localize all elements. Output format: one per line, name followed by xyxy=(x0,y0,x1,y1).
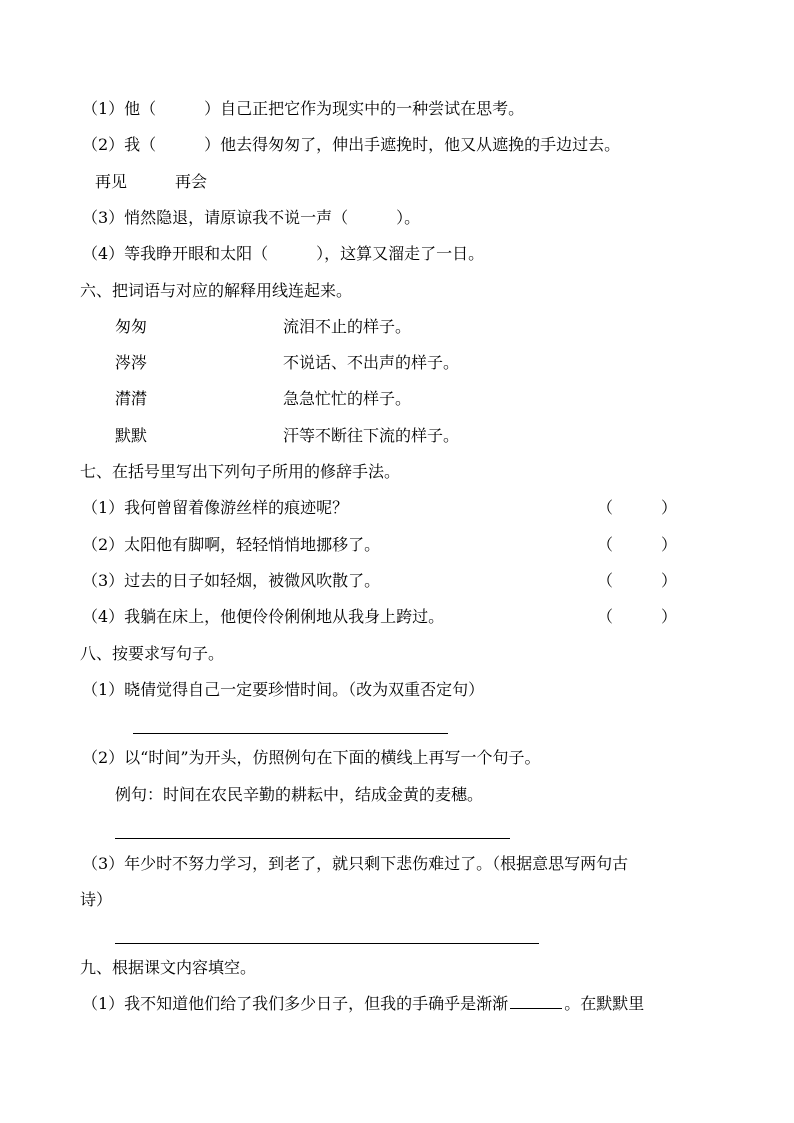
answer-paren-4: （ ） xyxy=(597,607,678,626)
q7-4: （4）我躺在床上，他便伶伶俐俐地从我身上跨过。 xyxy=(82,607,445,626)
q8-3-line2: 诗） xyxy=(80,890,113,909)
answer-line-3[interactable] xyxy=(115,943,539,944)
q5-1: （1）他（ ）自己正把它作为现实中的一种尝试在思考。 xyxy=(82,99,525,118)
q5-2: （2）我（ ）他去得匆匆了，伸出手遮挽时，他又从遮挽的手边过去。 xyxy=(82,135,621,154)
section6-title: 六、把词语与对应的解释用线连起来。 xyxy=(80,281,353,300)
q7-3: （3）过去的日子如轻烟，被微风吹散了。 xyxy=(82,571,381,590)
meaning-2: 不说话、不出声的样子。 xyxy=(283,353,460,372)
section9-title: 九、根据课文内容填空。 xyxy=(80,958,257,977)
answer-paren-3: （ ） xyxy=(597,571,678,590)
meaning-3: 急急忙忙的样子。 xyxy=(283,389,412,408)
word-1: 匆匆 xyxy=(115,317,148,336)
section8-title: 八、按要求写句子。 xyxy=(80,644,225,663)
word-2: 涔涔 xyxy=(115,353,148,372)
word-options: 再见 再会 xyxy=(95,172,208,191)
example-sentence: 例句：时间在农民辛勤的耕耘中，结成金黄的麦穗。 xyxy=(115,785,484,804)
answer-line-2[interactable] xyxy=(115,838,510,839)
word-4: 默默 xyxy=(115,426,148,445)
q7-2: （2）太阳他有脚啊，轻轻悄悄地挪移了。 xyxy=(82,535,381,554)
q5-4: （4）等我睁开眼和太阳（ ），这算又溜走了一日。 xyxy=(82,244,485,263)
q5-3: （3）悄然隐退，请原谅我不说一声（ ）。 xyxy=(82,208,421,227)
q8-2: （2）以“时间”为开头，仿照例句在下面的横线上再写一个句子。 xyxy=(82,748,541,767)
q9-1 xyxy=(82,994,644,1014)
q8-3-line1: （3）年少时不努力学习，到老了，就只剩下悲伤难过了。（根据意思写两句古 xyxy=(82,854,629,873)
q8-1: （1）晓倩觉得自己一定要珍惜时间。（改为双重否定句） xyxy=(82,680,485,699)
word-3: 潸潸 xyxy=(115,389,148,408)
section7-title: 七、在括号里写出下列句子所用的修辞手法。 xyxy=(80,462,401,481)
meaning-4: 汗等不断往下流的样子。 xyxy=(283,426,460,445)
answer-paren-1: （ ） xyxy=(597,498,678,517)
fill-blank[interactable] xyxy=(510,994,562,1009)
answer-line-1[interactable] xyxy=(133,733,448,734)
answer-paren-2: （ ） xyxy=(597,535,678,554)
q9-1-before: （1）我不知道他们给了我们多少日子，但我的手确乎是渐渐 xyxy=(82,994,509,1013)
q9-1-after: 。在默默里 xyxy=(564,994,645,1013)
meaning-1: 流泪不止的样子。 xyxy=(283,317,412,336)
q7-1: （1）我何曾留着像游丝样的痕迹呢？ xyxy=(82,498,349,517)
